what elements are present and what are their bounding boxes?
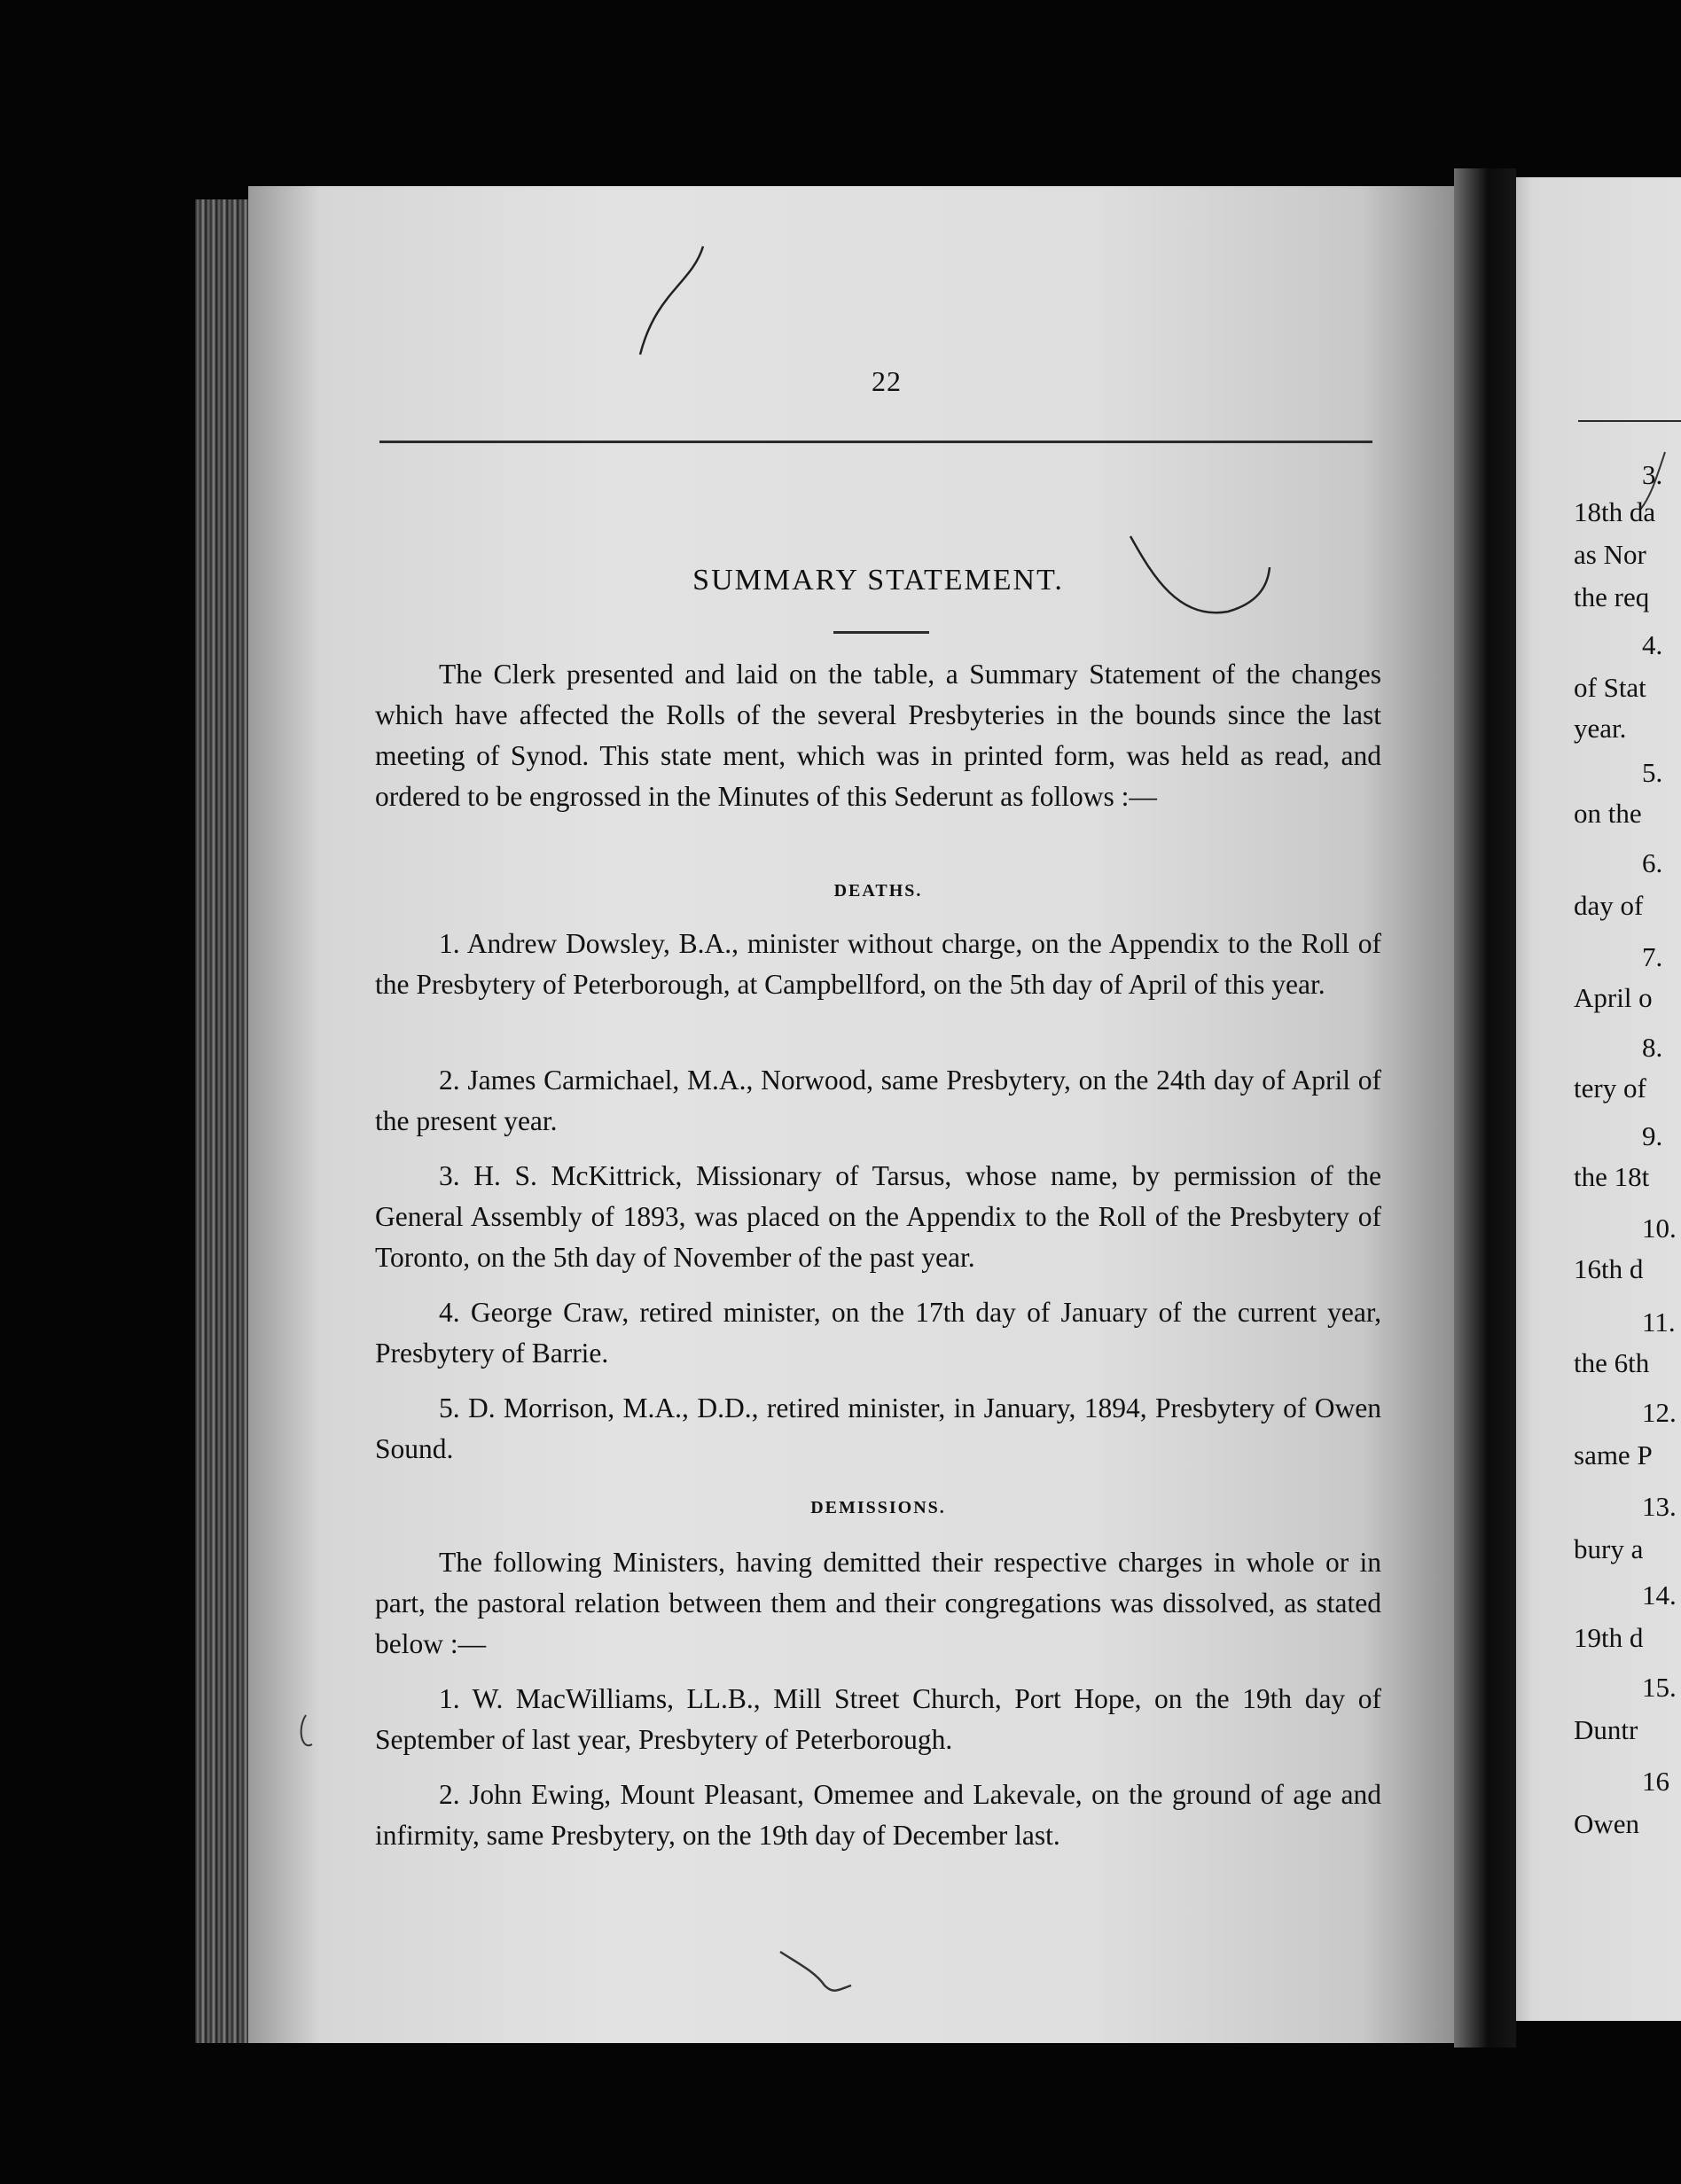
facing-number: 6. (1642, 847, 1663, 878)
facing-number: 5. (1642, 757, 1663, 788)
page-title: SUMMARY STATEMENT. (692, 564, 1064, 597)
facing-line: 19th d (1574, 1622, 1644, 1653)
facing-number: 8. (1642, 1032, 1663, 1063)
facing-line: Duntr (1574, 1714, 1638, 1745)
demissions-heading: DEMISSIONS. (810, 1498, 946, 1517)
facing-number: 10. (1642, 1213, 1677, 1244)
death-entry-4: 4. George Craw, retired minister, on the 17th day of January of the current year, Presbytery of Barrie. (375, 1297, 1381, 1369)
facing-line: April o (1574, 982, 1653, 1013)
death-entry-5: 5. D. Morrison, M.A., D.D., retired minister, in January, 1894, Presbytery of Owen Sound. (375, 1392, 1381, 1464)
facing-number: 16 (1642, 1766, 1669, 1797)
facing-line: the 18t (1574, 1161, 1650, 1192)
death-entry-2: 2. James Carmichael, M.A., Norwood, same Presbytery, on the 24th day of April of the present year. (375, 1065, 1381, 1136)
facing-number: 14. (1642, 1580, 1677, 1611)
death-entry-1: 1. Andrew Dowsley, B.A., minister without charge, on the Appendix to the Roll of the Presbytery of Peterborough, at Campbellford, on the 5th day of April of this year. (375, 928, 1381, 1000)
facing-line: same P (1574, 1439, 1653, 1470)
facing-line: tery of (1574, 1072, 1646, 1104)
facing-line: day of (1574, 890, 1644, 921)
facing-line: as Nor (1574, 539, 1646, 570)
facing-number: 7. (1642, 941, 1663, 972)
demission-entry-2: 2. John Ewing, Mount Pleasant, Omemee and Lakevale, on the ground of age and infirmity, same Presbytery, on the 19th day of December last. (375, 1779, 1381, 1851)
facing-line: 16th d (1574, 1253, 1644, 1284)
facing-number: 11. (1642, 1306, 1676, 1338)
facing-line: Owen (1574, 1808, 1640, 1839)
facing-line: of Stat (1574, 672, 1646, 703)
facing-number: 13. (1642, 1491, 1677, 1522)
facing-number: 4. (1642, 629, 1663, 660)
facing-line: the req (1574, 581, 1650, 612)
demissions-intro: The following Ministers, having demitted their respective charges in whole or in part, the pastoral relation between them and their congregations was dissolved, as stated below :— (375, 1547, 1381, 1659)
facing-number: 9. (1642, 1120, 1663, 1151)
facing-number: 15. (1642, 1672, 1677, 1703)
facing-line: on the (1574, 798, 1642, 829)
facing-line: year. (1574, 713, 1627, 744)
facing-number: 3. (1642, 459, 1663, 490)
facing-number: 12. (1642, 1397, 1677, 1428)
deaths-heading: DEATHS. (833, 881, 923, 901)
facing-line: the 6th (1574, 1347, 1650, 1378)
title-rule (833, 631, 929, 634)
header-rule (379, 441, 1372, 443)
facing-line: bury a (1574, 1533, 1644, 1564)
death-entry-3: 3. H. S. McKittrick, Missionary of Tarsus, whose name, by permission of the General Assembly of 1893, was placed on the Appendix to the Roll of the Presbytery of Toronto, on the 5th day of November of the past year. (375, 1160, 1381, 1273)
intro-paragraph: The Clerk presented and laid on the table, a Summary Statement of the changes which have affected the Rolls of the several Presbyteries in the bounds since the last meeting of Synod. This state ment, which was in printed form, was held as read, and ordered to be engrossed in the Minutes of this Sederunt as follows :— (375, 659, 1381, 812)
page-number: 22 (872, 365, 902, 397)
facing-header-rule (1578, 420, 1681, 422)
demission-entry-1: 1. W. MacWilliams, LL.B., Mill Street Church, Port Hope, on the 19th day of September of last year, Presbytery of Peterborough. (375, 1683, 1381, 1755)
facing-line: 18th da (1574, 496, 1656, 527)
